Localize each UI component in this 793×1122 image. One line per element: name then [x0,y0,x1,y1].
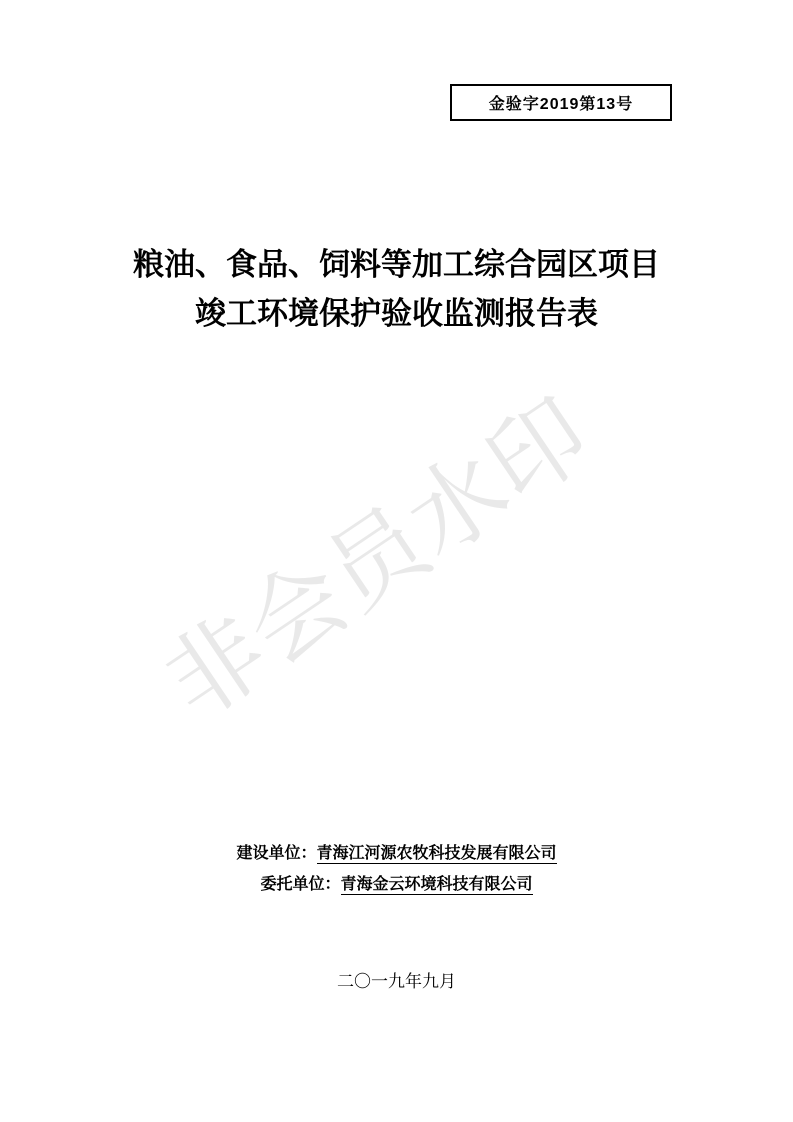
parties-block [0,845,793,907]
report-title-line2: 竣工环境保护验收监测报告表 [195,296,598,331]
report-title [0,240,793,338]
doc-number-text: 金验字2019第13号 [488,96,634,113]
builder-row [0,845,793,862]
report-title-line1: 粮油、食品、饲料等加工综合园区项目 [133,247,660,282]
client-row [0,876,793,893]
date-block [0,967,793,992]
client-name: 青海金云环境科技有限公司 [340,876,533,893]
builder-label: 建设单位： [236,845,317,862]
date-text: 二〇一九年九月 [337,972,456,991]
watermark-text: 非会员水印 [146,378,609,739]
client-label: 委托单位： [260,876,341,893]
builder-name: 青海江河源农牧科技发展有限公司 [316,845,557,862]
doc-number-box [450,84,672,121]
